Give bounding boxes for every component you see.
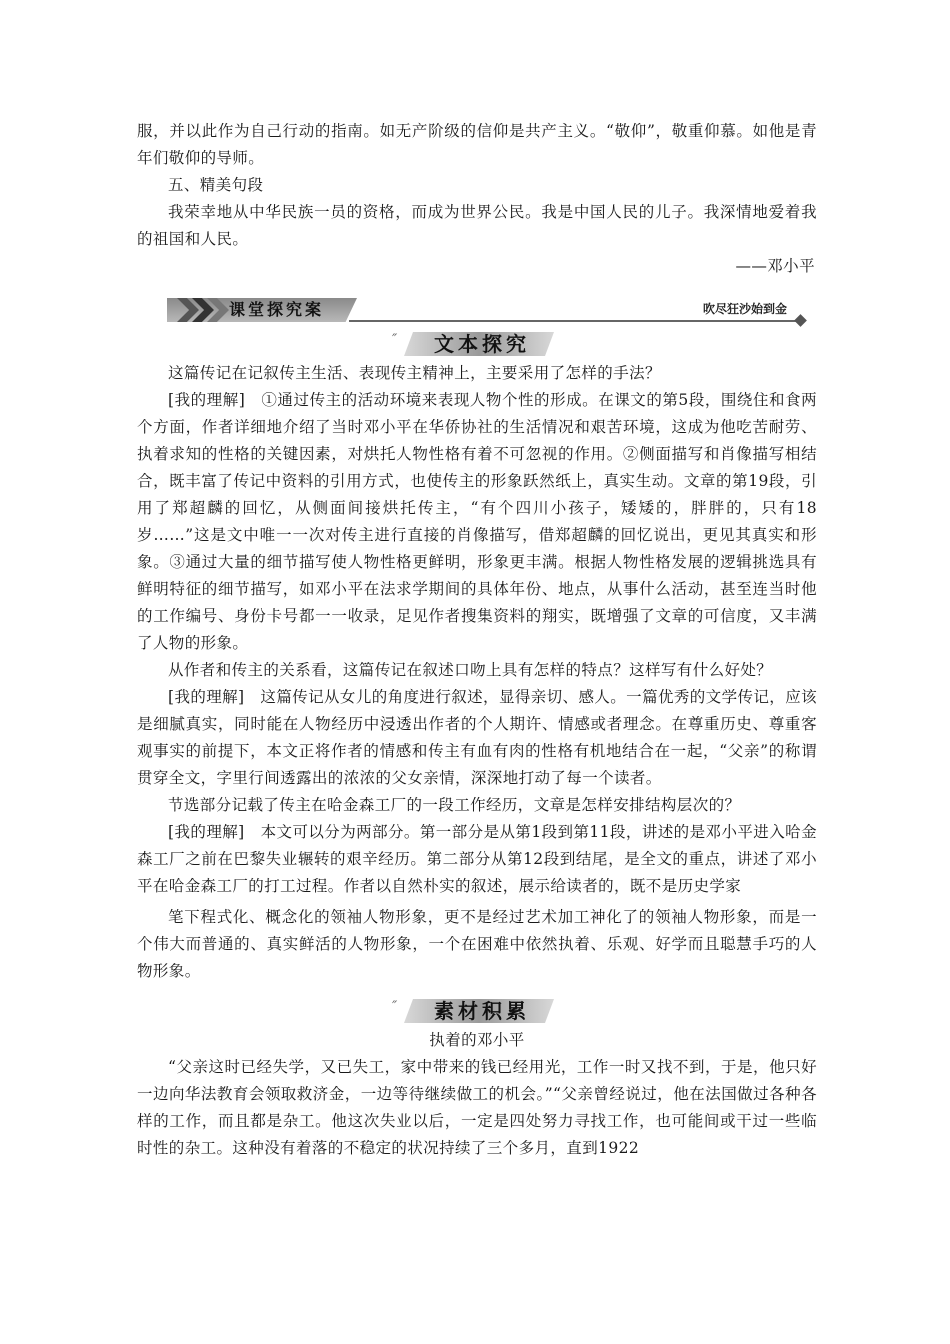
question-paragraph: 节选部分记载了传主在哈金森工厂的一段工作经历，文章是怎样安排结构层次的？ bbox=[168, 796, 741, 814]
question-paragraph: 这篇传记在记叙传主生活、表现传主精神上，主要采用了怎样的手法？ bbox=[168, 364, 661, 382]
material-subtitle: 执着的邓小平 bbox=[429, 1031, 525, 1049]
material-paragraph: “父亲这时已经失学，又已失工，家中带来的钱已经用光，工作一时又找不到，于是，他只好一边向华法教育会领取救济金，一边等待继续做工的机会。”“父亲曾经说过，他在法国做过各种各样的工作，而且都是杂工。他这次失业以后，一定是四处努力寻找工作，也可能间或干过一些临时性的杂工。这种没有着落的不稳定的状况持续了三个多月，直到1922 bbox=[137, 1058, 817, 1157]
quote-text: 我荣幸地从中华民族一员的资格，而成为世界公民。我是中国人民的儿子。我深情地爱着我的祖国和人民。 bbox=[137, 203, 817, 248]
answer-paragraph: [我的理解] 本文可以分为两部分。第一部分是从第1段到第11段，讲述的是邓小平进入哈金森工厂之前在巴黎失业辗转的艰辛经历。第二部分从第12段到结尾，是全文的重点，讲述了邓小平在哈金森工厂的打工过程。作者以自然朴实的叙述，展示给读者的，既不是历史学家 bbox=[137, 823, 817, 895]
answer-paragraph: [我的理解] 这篇传记从女儿的角度进行叙述，显得亲切、感人。一篇优秀的文学传记，应该是细腻真实，同时能在人物经历中浸透出作者的个人期许、情感或者理念。在尊重历史、尊重客观事实的前提下，本文正将作者的情感和传主有血有肉的性格有机地结合在一起，“父亲”的称谓贯穿全文，字里行间透露出的浓浓的父女亲情，深深地打动了每一个读者。 bbox=[137, 688, 817, 787]
diamond-icon bbox=[794, 314, 807, 327]
heading-tag-text-exploration bbox=[392, 326, 562, 358]
quote-mark-icon: ″ bbox=[392, 332, 398, 348]
question-paragraph: 从作者和传主的关系看，这篇传记在叙述口吻上具有怎样的特点？这样写有什么好处？ bbox=[168, 661, 773, 679]
section-heading: 五、精美句段 bbox=[168, 176, 264, 194]
banner-rule bbox=[349, 320, 799, 322]
answer-paragraph: 笔下程式化、概念化的领袖人物形象，更不是经过艺术加工神化了的领袖人物形象，而是一个伟大而普通的、真实鲜活的人物形象，一个在困难中依然执着、乐观、好学而且聪慧手巧的人物形象。 bbox=[137, 908, 817, 980]
tag-title: 素材积累 bbox=[434, 999, 530, 1023]
quote-author: ——邓小平 bbox=[735, 257, 815, 275]
tag-title: 文本探究 bbox=[434, 332, 530, 356]
section-banner bbox=[137, 290, 817, 320]
heading-tag-material bbox=[392, 993, 562, 1025]
document-page bbox=[137, 118, 817, 1162]
quote-mark-icon: ″ bbox=[392, 999, 398, 1015]
banner-title: 课堂探究案 bbox=[229, 300, 325, 319]
paragraph: 服，并以此作为自己行动的指南。如无产阶级的信仰是共产主义。“敬仰”，敬重仰慕。如他是青年们敬仰的导师。 bbox=[137, 122, 817, 167]
answer-paragraph: [我的理解] ①通过传主的活动环境来表现人物个性的形成。在课文的第5段，围绕住和食两个方面，作者详细地介绍了当时邓小平在华侨协社的生活情况和艰苦环境，这成为他吃苦耐劳、执着求知的性格的关键因素，对烘托人物性格有着不可忽视的作用。②侧面描写和肖像描写相结合，既丰富了传记中资料的引用方式，也使传主的形象跃然纸上，真实生动。文章的第19段，引用了郑超麟的回忆，从侧面间接烘托传主，“有个四川小孩子，矮矮的，胖胖的，只有18岁……”这是文中唯一一次对传主进行直接的肖像描写，借郑超麟的回忆说出，更见其真实和形象。③通过大量的细节描写使人物性格更鲜明，形象更丰满。根据人物性格发展的逻辑挑选具有鲜明特征的细节描写，如邓小平在法求学期间的具体年份、地点，从事什么活动，甚至连当时他的工作编号、身份卡号都一一收录，足见作者搜集资料的翔实，既增强了文章的可信度，又丰满了人物的形象。 bbox=[137, 391, 817, 652]
banner-motto: 吹尽狂沙始到金 bbox=[702, 302, 787, 316]
